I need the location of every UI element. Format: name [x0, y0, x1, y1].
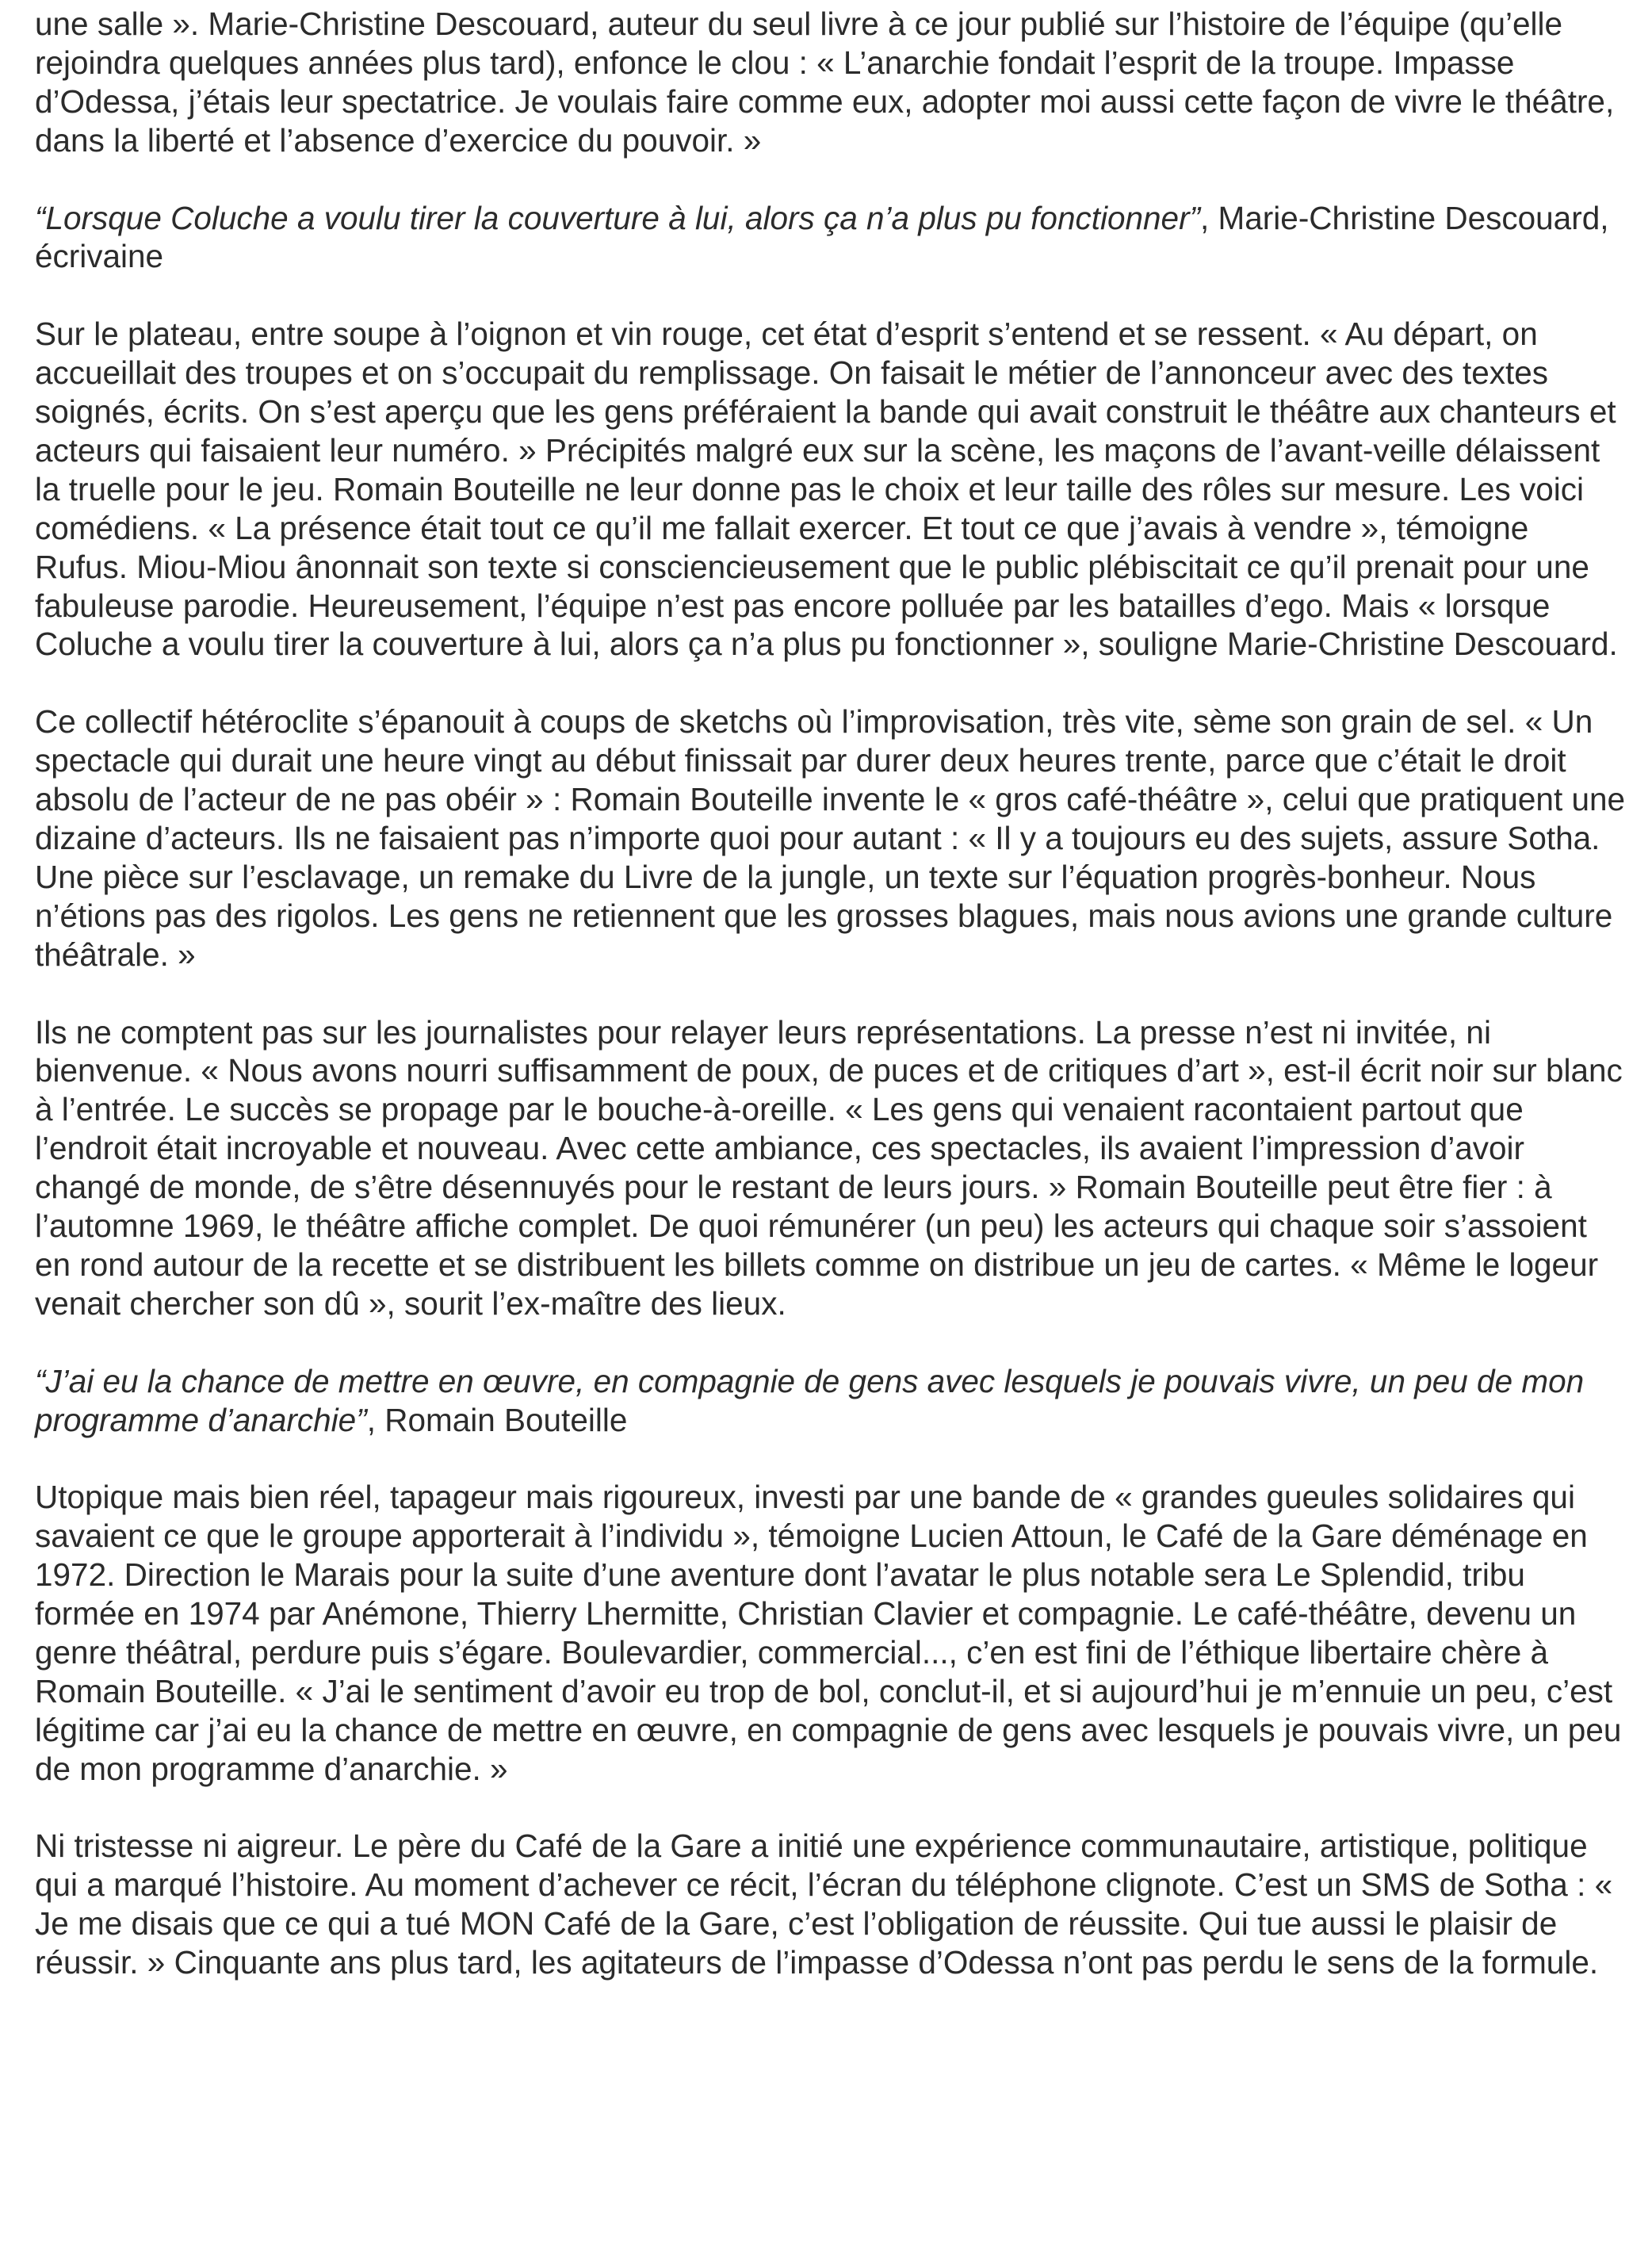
paragraph-2: Sur le plateau, entre soupe à l’oignon et vin rouge, cet état d’esprit s’entend et se ressent. « Au départ, on accueillait des troupes et on s’occupait du remplissage. On faisait le métier de l’annonceur avec des textes soignés, écrits. On s’est aperçu que les gens préféraient la bande qui avait construit le théâtre aux chanteurs et acteurs qui faisaient leur numéro. » Précipités malgré eux sur la scène, les maçons de l’avant-veille délaissent la truelle pour le jeu. Romain Bouteille ne leur donne pas le choix et leur taille des rôles sur mesure. Les voici comédiens. « La présence était tout ce qu’il me fallait exercer. Et tout ce que j’avais à vendre », témoigne Rufus. Miou-Miou ânonnait son texte si consciencieusement que le public plébiscitait ce qu’il prenait pour une fabuleuse parodie. Heureusement, l’équipe n’est pas encore polluée par les batailles d’ego. Mais « lorsque Coluche a voulu tirer la couverture à lui, alors ça n’a plus pu fonctionner », souligne Marie-Christine Descouard. — [35, 316, 1618, 663]
pull-quote-1 — [35, 199, 1628, 277]
paragraph-5: Utopique mais bien réel, tapageur mais rigoureux, investi par une bande de « grandes gueules solidaires qui savaient ce que le groupe apporterait à l’individu », témoigne Lucien Attoun, le Café de la Gare déménage en 1972. Direction le Marais pour la suite d’une aventure dont l’avatar le plus notable sera Le Splendid, tribu formée en 1974 par Anémone, Thierry Lhermitte, Christian Clavier et compagnie. Le café-théâtre, devenu un genre théâtral, perdure puis s’égare. Boulevardier, commercial..., c’en est fini de l’éthique libertaire chère à Romain Bouteille. « J’ai le sentiment d’avoir eu trop de bol, conclut-il, et si aujourd’hui je m’ennuie un peu, c’est légitime car j’ai eu la chance de mettre en œuvre, en compagnie de gens avec lesquels je pouvais vivre, un peu de mon programme d’anarchie. » — [35, 1479, 1622, 1787]
paragraph-4: Ils ne comptent pas sur les journalistes pour relayer leurs représentations. La presse n’est ni invitée, ni bienvenue. « Nous avons nourri suffisamment de poux, de puces et de critiques d’art », est-il écrit noir sur blanc à l’entrée. Le succès se propage par le bouche-à-oreille. « Les gens qui venaient racontaient partout que l’endroit était incroyable et nouveau. Avec cette ambiance, ces spectacles, ils avaient l’impression d’avoir changé de monde, de s’être désennuyés pour le restant de leurs jours. » Romain Bouteille peut être fier : à l’automne 1969, le théâtre affiche complet. De quoi rémunérer (un peu) les acteurs qui chaque soir s’assoient en rond autour de la recette et se distribuent les billets comme on distribue un jeu de cartes. « Même le logeur venait chercher son dû », sourit l’ex-maître des lieux. — [35, 1013, 1623, 1322]
pull-quote-2 — [35, 1362, 1628, 1440]
article-body — [35, 5, 1628, 2021]
pull-quote-text: “J’ai eu la chance de mettre en œuvre, en compagnie de gens avec lesquels je pouvais vivre, un peu de mon programme d’anarchie” — [35, 1362, 1585, 1438]
paragraph-1: une salle ». Marie-Christine Descouard, auteur du seul livre à ce jour publié sur l’histoire de l’équipe (qu’elle rejoindra quelques années plus tard), enfonce le clou : « L’anarchie fondait l’esprit de la troupe. Impasse d’Odessa, j’étais leur spectatrice. Je voulais faire comme eux, adopter moi aussi cette façon de vivre le théâtre, dans la liberté et l’absence d’exercice du pouvoir. » — [35, 6, 1615, 159]
paragraph-3: Ce collectif hétéroclite s’épanouit à coups de sketchs où l’improvisation, très vite, sème son grain de sel. « Un spectacle qui durait une heure vingt au début finissait par durer deux heures trente, parce que c’était le droit absolu de l’acteur de ne pas obéir » : Romain Bouteille invente le « gros café-théâtre », celui que pratiquent une dizaine d’acteurs. Ils ne faisaient pas n’importe quoi pour autant : « Il y a toujours eu des sujets, assure Sotha. Une pièce sur l’esclavage, un remake du Livre de la jungle, un texte sur l’équation progrès-bonheur. Nous n’étions pas des rigolos. Les gens ne retiennent que les grosses blagues, mais nous avions une grande culture théâtrale. » — [35, 703, 1626, 973]
pull-quote-attribution: , Marie-Christine Descouard, écrivaine — [35, 199, 1609, 275]
pull-quote-attribution: , Romain Bouteille — [366, 1401, 628, 1438]
pull-quote-text: “Lorsque Coluche a voulu tirer la couverture à lui, alors ça n’a plus pu fonctionner” — [35, 199, 1201, 236]
paragraph-6: Ni tristesse ni aigreur. Le père du Café de la Gare a initié une expérience communautaire, artistique, politique qui a marqué l’histoire. Au moment d’achever ce récit, l’écran du téléphone clignote. C’est un SMS de Sotha : « Je me disais que ce qui a tué MON Café de la Gare, c’est l’obligation de réussite. Qui tue aussi le plaisir de réussir. » Cinquante ans plus tard, les agitateurs de l’impasse d’Odessa n’ont pas perdu le sens de la formule. — [35, 1828, 1613, 1981]
